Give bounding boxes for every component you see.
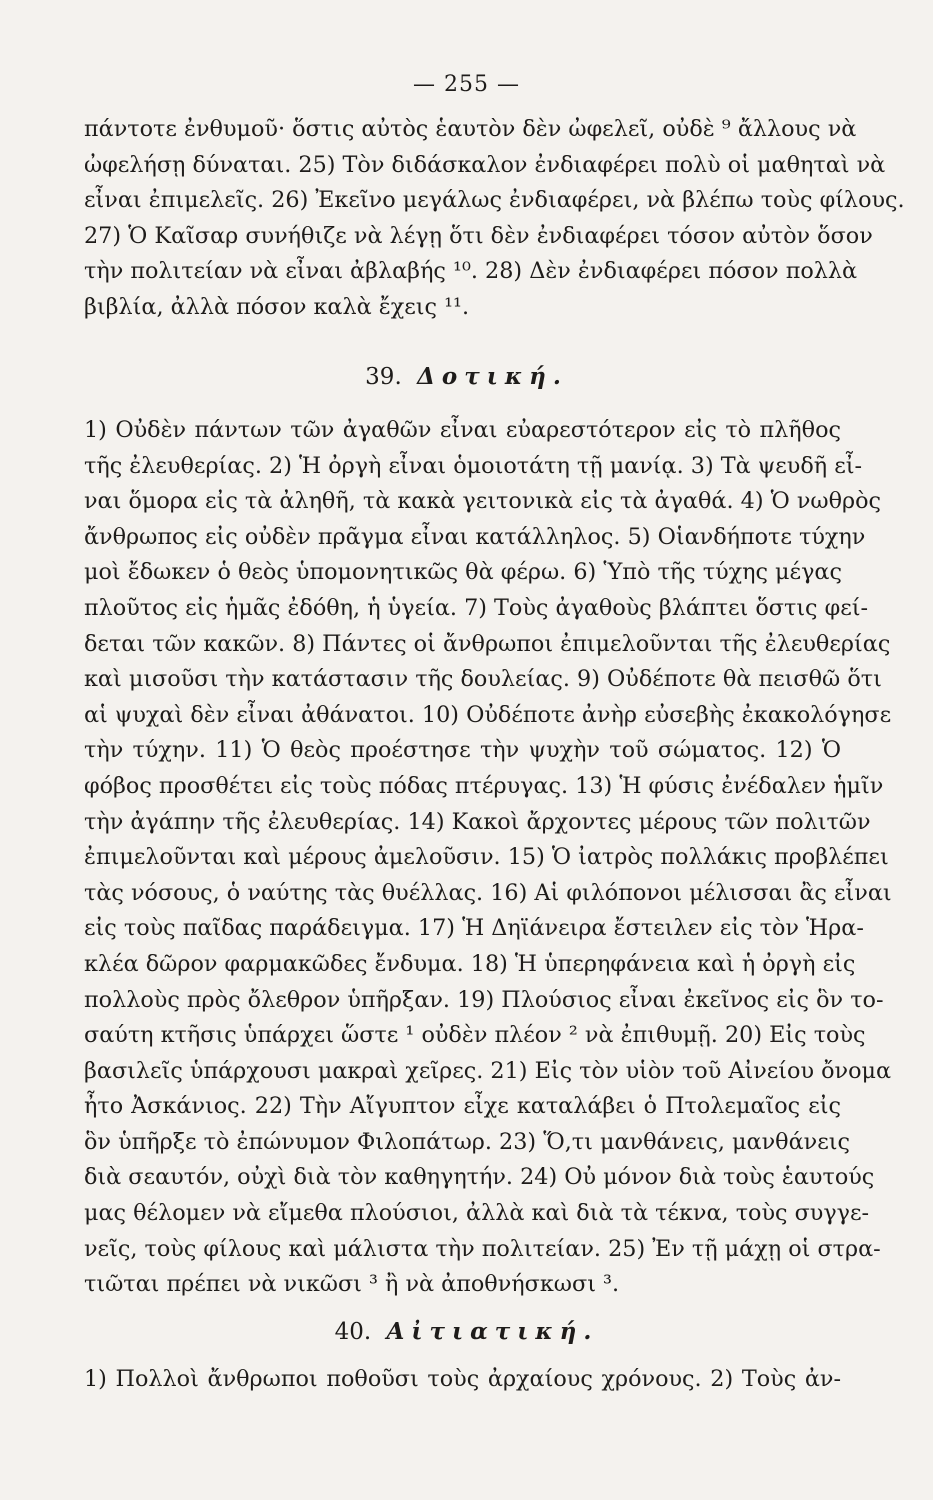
text-line: τὴν ἀγάπην τῆς ἐλευθερίας. 14) Κακοὶ ἄρχοντες μέρους τῶν πολιτῶν <box>84 808 871 835</box>
text-line: πάντοτε ἐνθυμοῦ· ὅστις αὐτὸς ἑαυτὸν δὲν ὠφελεῖ, οὐδὲ ⁹ ἄλλους νὰ <box>84 116 857 142</box>
text-line: τιῶται πρέπει νὰ νικῶσι ³ ἢ νὰ ἀποθνήσκωσι ³. <box>84 1271 620 1298</box>
text-line: νεῖς, τοὺς φίλους καὶ μάλιστα τὴν πολιτείαν. 25) Ἐν τῇ μάχῃ οἱ στρα- <box>84 1235 881 1262</box>
text-line: κλέα δῶρον φαρμακῶδες ἔνδυμα. 18) Ἡ ὑπερηφάνεια καὶ ἡ ὀργὴ εἰς <box>84 950 856 977</box>
paragraph-block-dative <box>84 413 892 1303</box>
text-line: ναι ὅμορα εἰς τὰ ἀληθῆ, τὰ κακὰ γειτονικὰ εἰς τὰ ἀγαθά. 4) Ὁ νωθρὸς <box>84 488 882 515</box>
text-line: τὴν πολιτείαν νὰ εἶναι ἀβλαβής ¹⁰. 28) Δὲν ἐνδιαφέρει πόσον πολλὰ <box>84 258 858 285</box>
section-title: Δοτική. <box>417 363 568 390</box>
text-line: πλοῦτος εἰς ἡμᾶς ἐδόθη, ἡ ὑγεία. 7) Τοὺς ἀγαθοὺς βλάπτει ὅστις φεί- <box>84 594 869 621</box>
text-line: βιβλία, ἀλλὰ πόσον καλὰ ἔχεις ¹¹. <box>84 293 470 320</box>
paragraph-block-accusative <box>84 1362 841 1398</box>
text-line: τῆς ἐλευθερίας. 2) Ἡ ὀργὴ εἶναι ὁμοιοτάτη τῇ μανίᾳ. 3) Τὰ ψευδῆ εἶ- <box>84 452 863 479</box>
text-line: μας θέλομεν νὰ εἴμεθα πλούσιοι, ἀλλὰ καὶ διὰ τὰ τέκνα, τοὺς συγγε- <box>84 1200 870 1227</box>
section-number: 39. <box>365 364 402 390</box>
text-line: σαύτη κτῆσις ὑπάρχει ὥστε ¹ οὐδὲν πλέον ² νὰ ἐπιθυμῇ. 20) Εἰς τοὺς <box>84 1022 866 1049</box>
text-line: δεται τῶν κακῶν. 8) Πάντες οἱ ἄνθρωποι ἐπιμελοῦνται τῆς ἐλευθερίας <box>84 630 891 657</box>
text-line: 27) Ὁ Καῖσαρ συνήθιζε νὰ λέγῃ ὅτι δὲν ἐνδιαφέρει τόσον αὐτὸν ὅσον <box>84 222 873 249</box>
text-line: 1) Οὐδὲν πάντων τῶν ἀγαθῶν εἶναι εὐαρεστότερον εἰς τὸ πλῆθος <box>84 417 841 443</box>
text-line: διὰ σεαυτόν, οὐχὶ διὰ τὸν καθηγητήν. 24) Οὐ μόνον διὰ τοὺς ἑαυτούς <box>84 1164 875 1191</box>
text-line: ἄνθρωπος εἰς οὐδὲν πρᾶγμα εἶναι κατάλληλος. 5) Οἱανδήποτε τύχην <box>84 523 866 550</box>
text-line: τὴν τύχην. 11) Ὁ θεὸς προέστησε τὴν ψυχὴν τοῦ σώματος. 12) Ὁ <box>84 737 841 764</box>
text-line: ὃν ὑπῆρξε τὸ ἐπώνυμον Φιλοπάτωρ. 23) Ὅ,τι μανθάνεις, μανθάνεις <box>84 1128 850 1155</box>
section-heading-39 <box>0 363 933 390</box>
paragraph-block-intro <box>84 112 905 326</box>
text-line: μοὶ ἔδωκεν ὁ θεὸς ὑπομονητικῶς θὰ φέρω. 6) Ὑπὸ τῆς τύχης μέγας <box>84 559 842 586</box>
text-line: εἶναι ἐπιμελεῖς. 26) Ἐκεῖνο μεγάλως ἐνδιαφέρει, νὰ βλέπω τοὺς φίλους. <box>84 187 905 214</box>
text-line: 1) Πολλοὶ ἄνθρωποι ποθοῦσι τοὺς ἀρχαίους χρόνους. 2) Τοὺς ἀν- <box>84 1366 841 1392</box>
text-line: βασιλεῖς ὑπάρχουσι μακραὶ χεῖρες. 21) Εἰς τὸν υἱὸν τοῦ Αἰνείου ὄνομα <box>84 1057 892 1084</box>
text-line: αἱ ψυχαὶ δὲν εἶναι ἀθάνατοι. 10) Οὐδέποτε ἀνὴρ εὐσεβὴς ἐκακολόγησε <box>84 701 892 728</box>
section-number: 40. <box>334 1319 372 1345</box>
section-title: Αἰτιατική. <box>386 1318 599 1345</box>
section-heading-40 <box>0 1318 933 1345</box>
text-line: εἰς τοὺς παῖδας παράδειγμα. 17) Ἡ Δηϊάνειρα ἔστειλεν εἰς τὸν Ἡρα- <box>84 915 864 942</box>
text-line: ἐπιμελοῦνται καὶ μέρους ἀμελοῦσιν. 15) Ὁ ἰατρὸς πολλάκις προβλέπει <box>84 844 889 871</box>
text-line: ὠφελήσῃ δύναται. 25) Τὸν διδάσκαλον ἐνδιαφέρει πολὺ οἱ μαθηταὶ νὰ <box>84 151 886 178</box>
text-line: καὶ μισοῦσι τὴν κατάστασιν τῆς δουλείας. 9) Οὐδέποτε θὰ πεισθῶ ὅτι <box>84 666 882 693</box>
text-line: πολλοὺς πρὸς ὄλεθρον ὑπῆρξαν. 19) Πλούσιος εἶναι ἐκεῖνος εἰς ὃν το- <box>84 986 884 1013</box>
text-line: φόβος προσθέτει εἰς τοὺς πόδας πτέρυγας. 13) Ἡ φύσις ἐνέδαλεν ἡμῖν <box>84 772 884 799</box>
page-number: — 255 — <box>413 72 520 97</box>
text-line: ἦτο Ἀσκάνιος. 22) Τὴν Αἴγυπτον εἶχε καταλάβει ὁ Πτολεμαῖος εἰς <box>84 1093 841 1120</box>
text-line: τὰς νόσους, ὁ ναύτης τὰς θυέλλας. 16) Αἱ φιλόπονοι μέλισσαι ἂς εἶναι <box>84 879 892 906</box>
